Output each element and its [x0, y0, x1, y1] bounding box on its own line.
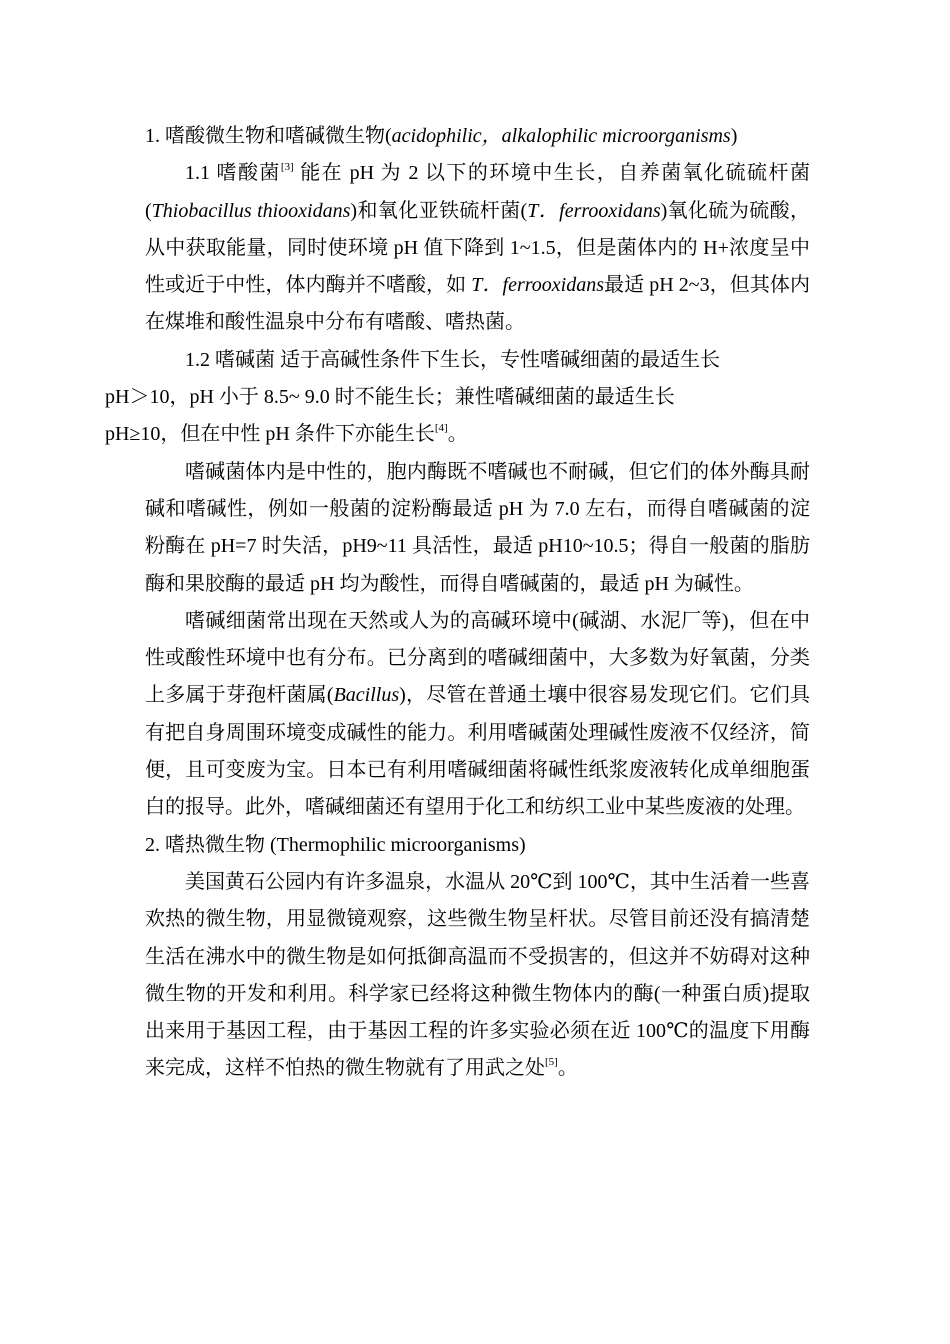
heading-text: 1. 嗜酸微生物和嗜碱微生物( [145, 125, 392, 147]
text: 最适 pH 2~3，但其体内在煤堆和酸性温泉中分布有嗜酸、嗜热菌。 [145, 274, 810, 334]
species-name: T．ferrooxidans [527, 199, 661, 222]
text: )，尽管在普通土壤中很容易发现它们。它们具有把自身周围环境变成碱性的能力。利用嗜碱菌处理碱性废液不仅经济，简便，且可变废为宝。日本已有利用嗜碱细菌将碱性纸浆废液转化成单细胞蛋白的报导。此外，嗜碱细菌还有望用于化工和纺织工业中某些废液的处理。 [145, 684, 810, 819]
section-heading-2: 2. 嗜热微生物 (Thermophilic microorganisms) [145, 833, 526, 856]
text: 美国黄石公园内有许多温泉，水温从 20℃到 100℃，其中生活着一些喜欢热的微生物，用显微镜观察，这些微生物呈杆状。尽管目前还没有搞清楚生活在沸水中的微生物是如何抵御高温而不受损害的，但这并不妨碍对这种微生物的开发和利用。科学家已经将这种微生物体内的酶(一种蛋白质)提取出来用于基因工程，由于基因工程的许多实验必须在近 100℃的温度下用酶来完成，这样不怕热的微生物就有了用武之处 [145, 870, 810, 1080]
text: 1.2 嗜碱菌 适于高碱性条件下生长，专性嗜碱细菌的最适生长 [185, 348, 720, 371]
section-heading-1 [145, 118, 810, 155]
citation-ref[interactable]: [5] [545, 1056, 558, 1069]
species-name: Thiobacillus thiooxidans [151, 199, 351, 222]
paragraph-acidophiles [145, 155, 810, 341]
text: 。 [447, 423, 468, 446]
text: )和氧化亚铁硫杆菌( [350, 199, 528, 222]
heading-italic-text: acidophilic，alkalophilic microorganisms [391, 125, 731, 147]
paragraph-alkaliphile-enzymes: 嗜碱菌体内是中性的，胞内酶既不嗜碱也不耐碱，但它们的体外酶具耐碱和嗜碱性，例如一般菌的淀粉酶最适 pH 为 7.0 左右，而得自嗜碱菌的淀粉酶在 pH=7 时失活，pH9~11 具活性，最适 pH10~10.5；得自一般菌的脂肪酶和果胶酶的最适 pH 均为酸性，而得自嗜碱菌的，最适 pH 为碱性。 [145, 460, 810, 595]
text: )氧化硫为硫酸，从中获取能量，同时使环境 pH 值下降到 1~1.5，但是菌体内的 H+浓度呈中性或近于中性，体内酶并不嗜酸，如 [145, 199, 810, 297]
document-page [105, 118, 811, 1088]
text: pH＞10，pH 小于 8.5~ 9.0 时不能生长；兼性嗜碱细菌的最适生长 [105, 386, 675, 409]
text: 1.1 嗜酸菌 [185, 162, 281, 185]
heading-text: ) [730, 125, 738, 147]
text: 能在 pH 为 2 以下的环境中生长，自养菌氧化硫硫杆菌( [145, 162, 811, 222]
genus-name: Bacillus [333, 684, 400, 707]
text: pH≥10，但在中性 pH 条件下亦能生长 [105, 423, 435, 446]
citation-ref[interactable]: [3] [280, 161, 294, 174]
text: 嗜碱细菌常出现在天然或人为的高碱环境中(碱湖、水泥厂等)，但在中性或酸性环境中也有分布。已分离到的嗜碱细菌中，大多数为好氧菌，分类上多属于芽孢杆菌属( [145, 609, 810, 707]
paragraph-alkaliphiles [105, 342, 810, 454]
text: 。 [557, 1057, 578, 1080]
paragraph-thermophiles [145, 864, 810, 1088]
citation-ref[interactable]: [4] [434, 422, 448, 435]
paragraph-alkaliphile-habitat [145, 603, 810, 827]
species-name: T．ferrooxidans [471, 274, 604, 297]
